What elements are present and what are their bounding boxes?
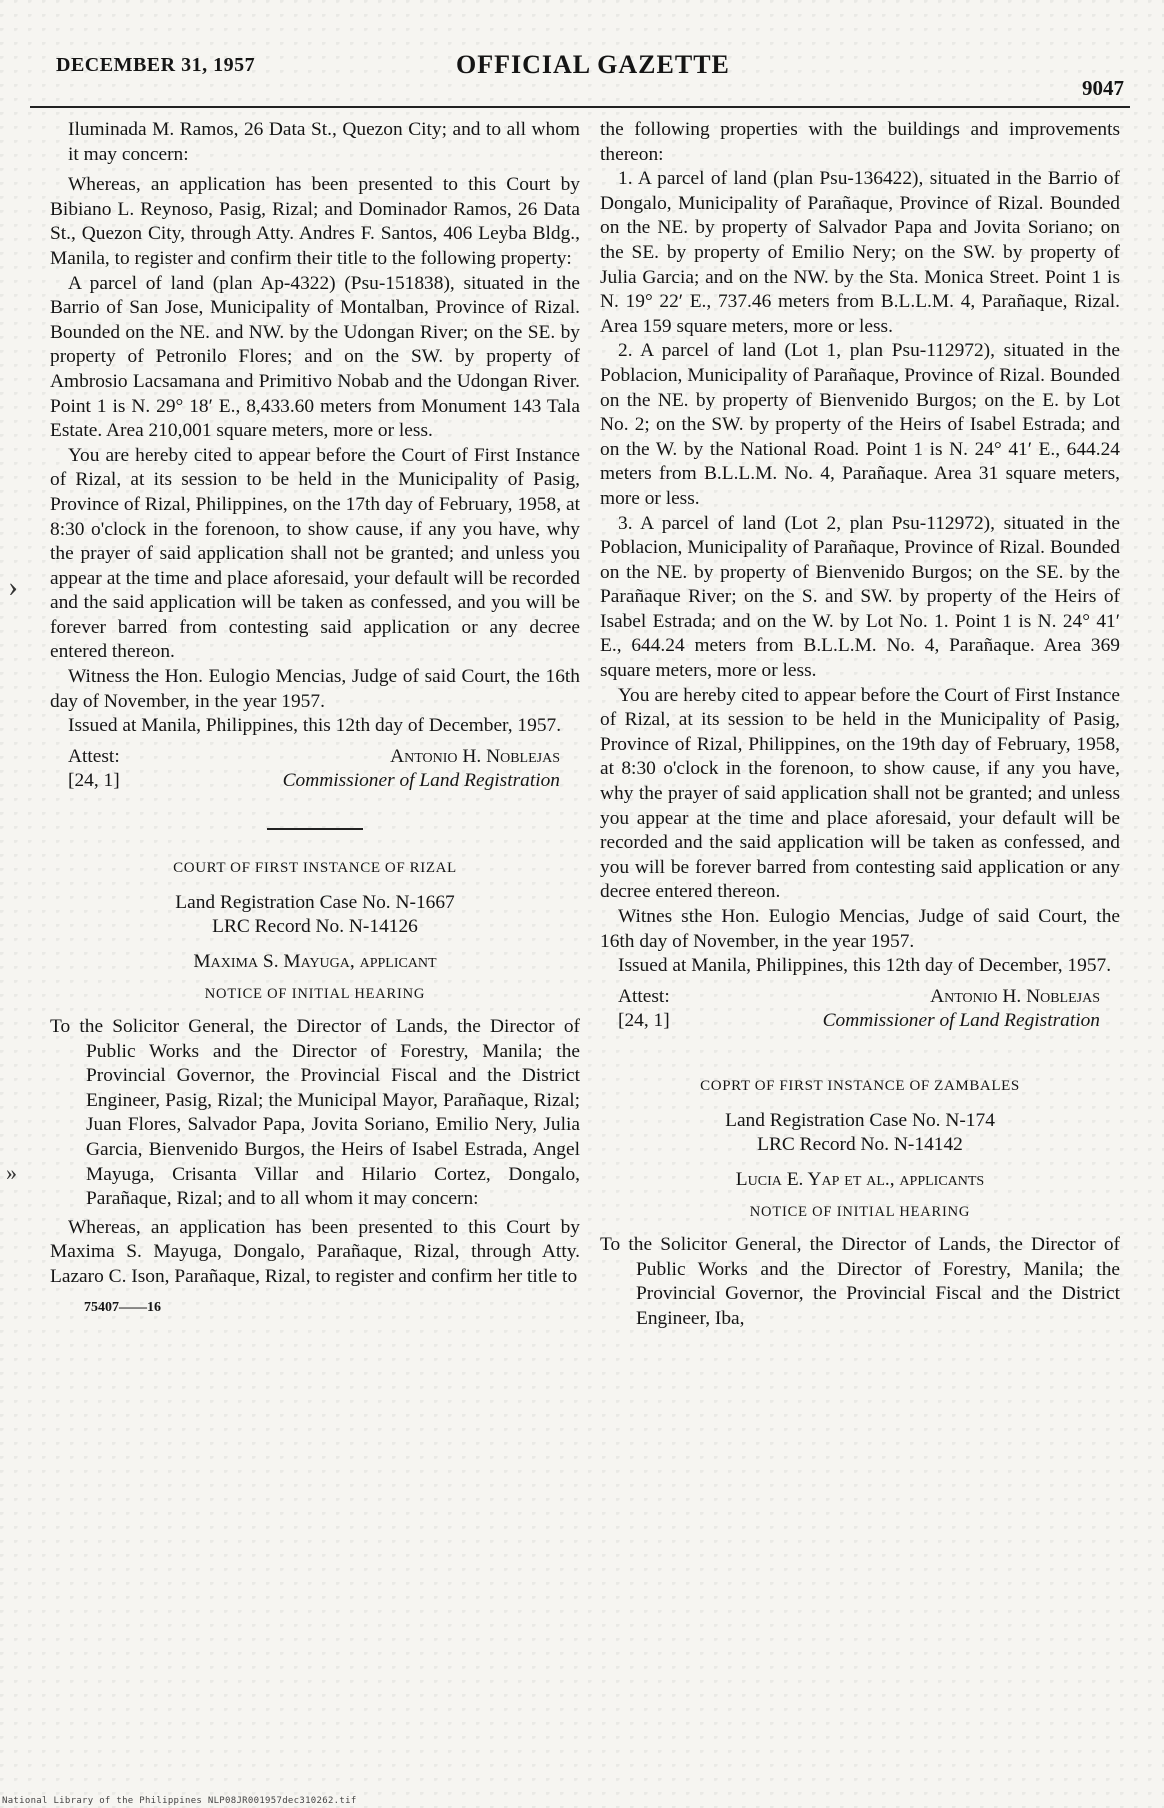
paragraph: Witnes sthe Hon. Eulogio Mencias, Judge of said Court, the 16th day of November, in the year 1957. <box>600 906 1120 952</box>
attest-label: Attest: <box>618 985 670 1007</box>
paragraph: You are hereby cited to appear before the Court of First Instance of Rizal, at its session to be held in the Municipality of Pasig, Province of Rizal, Philippines, on the 19th day of February, 1958, at 8:30 o'clock in the forenoon, to show cause, if any you have, why the prayer of said application shall not be granted; and unless you appear at the time and place aforesaid, your default will be recorded and the said application will be taken as confessed, and you will be forever barred from contesting said application or any decree entered thereon. <box>600 684 1120 903</box>
applicant: Lucia E. Yap et al., applicants <box>735 1168 985 1190</box>
attest-name: Antonio H. Noblejas <box>930 985 1100 1007</box>
paragraph: To the Solicitor General, the Director of Lands, the Director of Public Works and the Director of Forestry, Manila; the Provincial Governor, the Provincial Fiscal and the District Engineer, Iba, <box>600 1233 1120 1329</box>
attest-ref: [24, 1] <box>618 1010 670 1032</box>
paragraph: A parcel of land (plan Ap-4322) (Psu-151838), situated in the Barrio of San Jose, Municipality of Montalban, Province of Rizal. Bounded on the NE. and NW. by the Udongan River; on the SE. by property of Petronilo Flores; and on the SW. by property of Ambrosio Lacsamana and Primitivo Nobab and the Udongan River. Point 1 is N. 29° 18′ E., 8,433.60 meters from Monument 143 Tala Estate. Area 210,001 square meters, more or less. <box>50 272 580 442</box>
paragraph: 2. A parcel of land (Lot 1, plan Psu-112972), situated in the Poblacion, Municipality of Parañaque, Province of Rizal. Bounded on the NE. by property of Bienvenido Burgos; on the E. by Lot No. 2; on the SW. by property of the Heirs of Isabel Estrada; and on the W. by the National Road. Point 1 is N. 24° 41′ E., 644.24 meters from B.L.L.M. No. 4, Parañaque. Area 31 square meters, more or less. <box>600 340 1120 509</box>
scan-source-note: National Library of the Philippines NLP08JR001957dec310262.tif <box>2 1796 357 1806</box>
paragraph: the following properties with the buildings and improvements thereon: <box>600 119 1120 165</box>
attest-block <box>50 745 580 770</box>
paragraph: Iluminada M. Ramos, 26 Data St., Quezon City; and to all whom it may concern: <box>68 119 580 165</box>
right-column <box>600 118 1120 1331</box>
paragraph: You are hereby cited to appear before the Court of First Instance of Rizal, at its session to be held in the Municipality of Pasig, Province of Rizal, Philippines, on the 17th day of February, 1958, at 8:30 o'clock in the forenoon, to show cause, if any you have, why the prayer of said application shall not be granted; and unless you appear at the time and place aforesaid, your default will be recorded and the said application will be taken as confessed, and you will be forever barred from contesting said application or any decree entered thereon. <box>50 444 580 663</box>
print-code: 75407——16 <box>84 1299 161 1315</box>
paragraph: 1. A parcel of land (plan Psu-136422), situated in the Barrio of Dongalo, Municipality of Parañaque, Province of Rizal. Bounded on the NE. by property of Salvador Papa and Jovita Soriano; on the SE. by property of Emilio Nery; on the SW. by property of Julia Garcia; and on the NW. by the Sta. Monica Street. Point 1 is N. 19° 22′ E., 737.46 meters from B.L.L.M. 4, Parañaque, Rizal. Area 159 square meters, more or less. <box>600 168 1120 337</box>
paragraph: Whereas, an application has been presented to this Court by Maxima S. Mayuga, Dongalo, Parañaque, Rizal, through Atty. Lazaro C. Ison, Parañaque, Rizal, to register and confirm her title to <box>50 1216 580 1287</box>
notice-heading: NOTICE OF INITIAL HEARING <box>204 986 426 1003</box>
court-heading: COPRT OF FIRST INSTANCE OF ZAMBALES <box>700 1077 1020 1094</box>
paragraph: 3. A parcel of land (Lot 2, plan Psu-112972), situated in the Poblacion, Municipality of Parañaque, Province of Rizal. Bounded on the NE. by property of Bienvenido Burgos; on the SE. by the Parañaque River; on the S. and SW. by property of the Heirs of Isabel Estrada; and on the W. by Lot No. 1. Point 1 is N. 24° 41′ E., 644.24 meters from B.L.L.M. No. 4, Parañaque. Area 369 square meters, more or less. <box>600 512 1120 682</box>
page-number: 9047 <box>1082 76 1124 100</box>
paragraph: To the Solicitor General, the Director of Lands, the Director of Public Works and the Director of Forestry, Manila; the Provincial Governor, the Provincial Fiscal and the District Engineer, Pasig, Rizal; the Municipal Mayor, Parañaque, Rizal; Juan Flores, Salvador Papa, Jovita Soriano, Emilio Nery, Julia Garcia, Bienvenido Burgos, the Heirs of Isabel Estrada, Angel Mayuga, Crisanta Villar and Hilario Cortez, Dongalo, Parañaque, Rizal; and to all whom it may concern: <box>50 1016 580 1210</box>
attest-label: Attest: <box>68 745 120 767</box>
attest-title: Commissioner of Land Registration <box>822 1010 1100 1032</box>
court-heading: COURT OF FIRST INSTANCE OF RIZAL <box>173 860 457 877</box>
paragraph: Witness the Hon. Eulogio Mencias, Judge of said Court, the 16th day of November, in the year 1957. <box>50 666 580 712</box>
margin-mark-icon: » <box>6 1160 17 1185</box>
header-date: DECEMBER 31, 1957 <box>56 54 256 76</box>
attest-block <box>600 985 1120 1010</box>
record-number: LRC Record No. N-14126 <box>212 916 418 938</box>
margin-mark-icon: › <box>8 570 18 603</box>
notice-heading: NOTICE OF INITIAL HEARING <box>749 1204 971 1221</box>
header-title: OFFICIAL GAZETTE <box>456 50 730 79</box>
paragraph: Whereas, an application has been presented to this Court by Bibiano L. Reynoso, Pasig, Rizal; and Dominador Ramos, 26 Data St., Quezon City, through Atty. Andres F. Santos, 406 Leyba Bldg., Manila, to register and confirm their title to the following property: <box>50 174 580 269</box>
section-divider <box>267 828 363 830</box>
attest-name: Antonio H. Noblejas <box>390 745 560 767</box>
header-rule <box>30 106 1130 108</box>
applicant: Maxima S. Mayuga, applicant <box>193 950 437 972</box>
spacer <box>600 1034 1120 1074</box>
page-header <box>56 46 1124 102</box>
attest-ref: [24, 1] <box>68 770 120 792</box>
case-number: Land Registration Case No. N-1667 <box>175 891 455 913</box>
left-column <box>50 118 580 1320</box>
record-number: LRC Record No. N-14142 <box>757 1134 963 1156</box>
signature-line <box>600 1009 1120 1034</box>
attest-title: Commissioner of Land Registration <box>282 770 560 792</box>
paragraph: Issued at Manila, Philippines, this 12th day of December, 1957. <box>68 715 562 737</box>
case-number: Land Registration Case No. N-174 <box>725 1109 995 1131</box>
signature-line <box>50 769 580 794</box>
paragraph: Issued at Manila, Philippines, this 12th day of December, 1957. <box>618 955 1112 977</box>
